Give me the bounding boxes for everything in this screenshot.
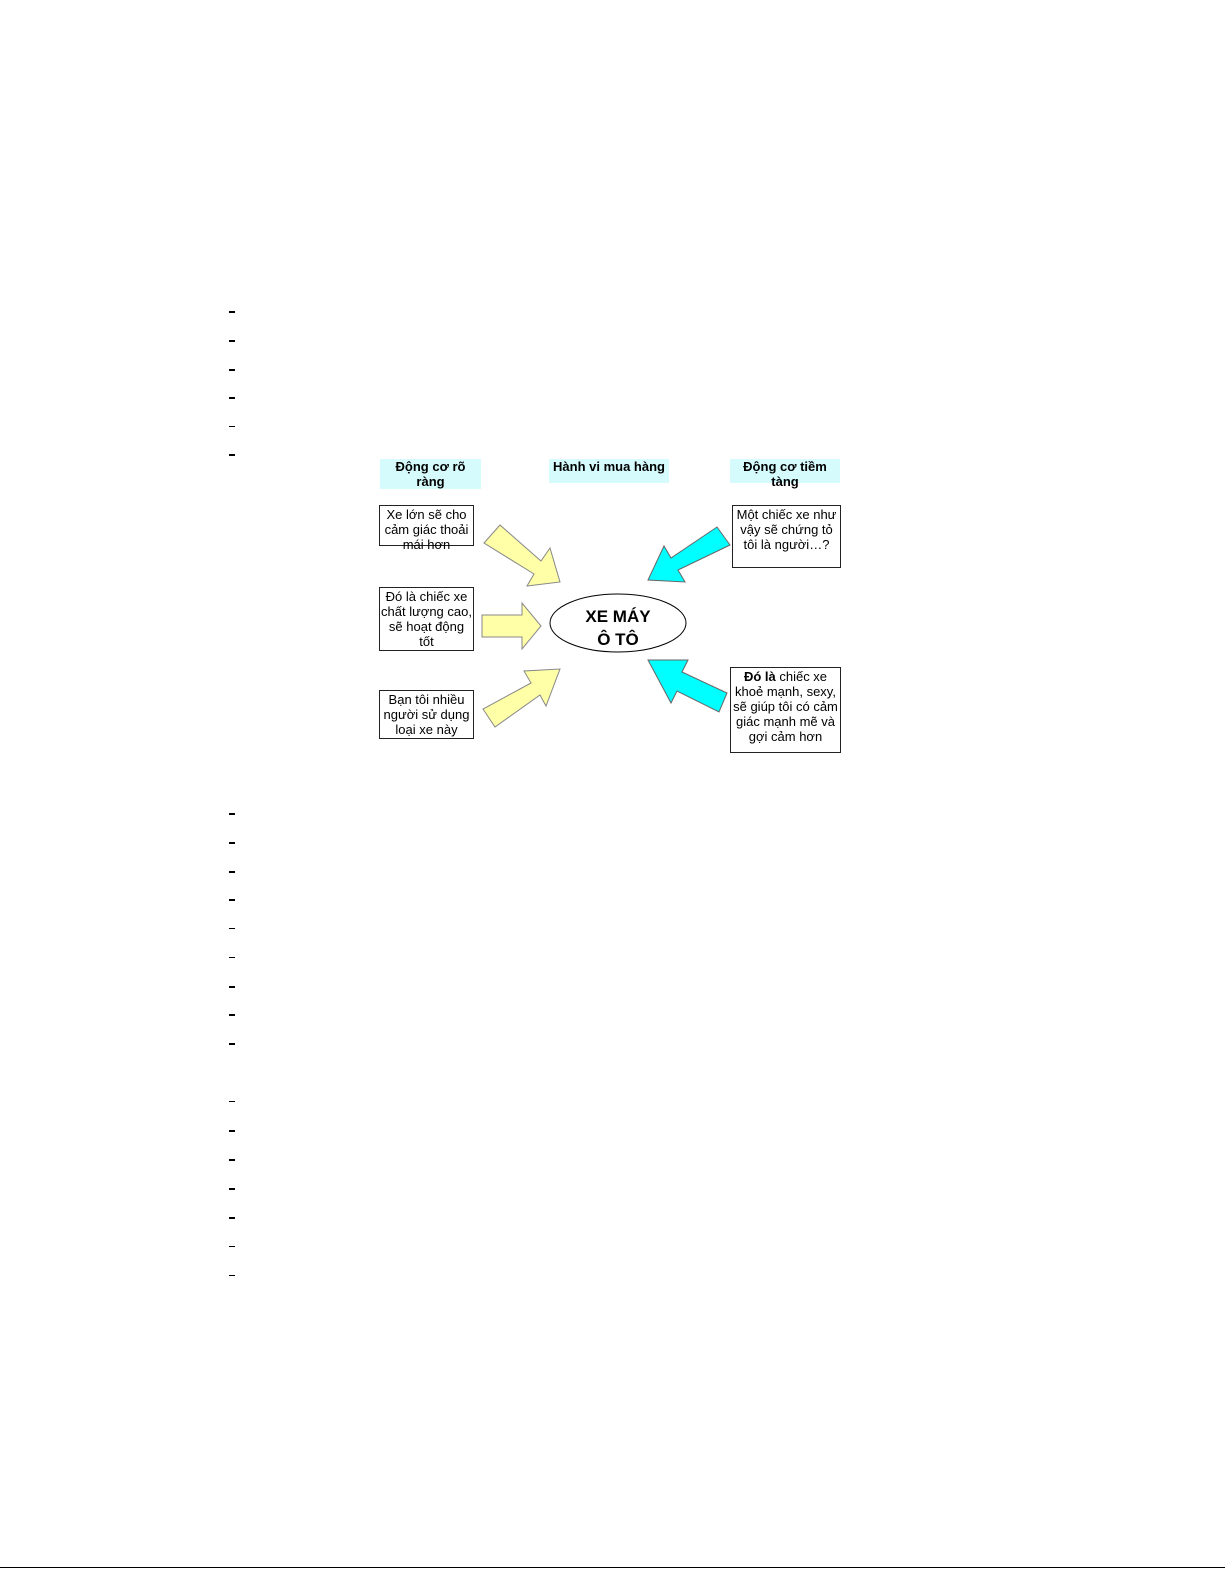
arrow-middle-left [482, 603, 541, 649]
header-purchase-behavior: Hành vi mua hàng [549, 459, 669, 483]
arrow-bottom-left [483, 669, 560, 727]
header-explicit-motive: Động cơ rõ ràng [380, 459, 481, 489]
right-motive-box [730, 667, 841, 753]
center-label-line2: Ô TÔ [597, 630, 639, 649]
arrow-bottom-right [648, 660, 727, 712]
arrow-top-right [648, 527, 730, 582]
left-motive-box: Bạn tôi nhiều người sử dụng loại xe này [379, 690, 474, 739]
right-box-bold-text: Đó là [743, 669, 776, 684]
arrow-top-left [484, 525, 560, 586]
left-motive-box: Đó là chiếc xe chất lượng cao, sẽ hoạt động tốt [379, 587, 474, 651]
right-box-text: chiếc xe khoẻ mạnh, sexy, sẽ giúp tôi có cảm giác mạnh mẽ và gợi cảm hơn [733, 669, 838, 744]
right-motive-box: Một chiếc xe như vậy sẽ chứng tỏ tôi là người…? [732, 505, 841, 568]
left-motive-box: Xe lớn sẽ cho cảm giác thoải mái hơn [379, 505, 474, 546]
header-latent-motive: Động cơ tiềm tàng [730, 459, 840, 483]
page-bottom-rule [0, 1567, 1225, 1568]
center-label-line1: XE MÁY [585, 607, 651, 626]
center-label [560, 605, 676, 651]
